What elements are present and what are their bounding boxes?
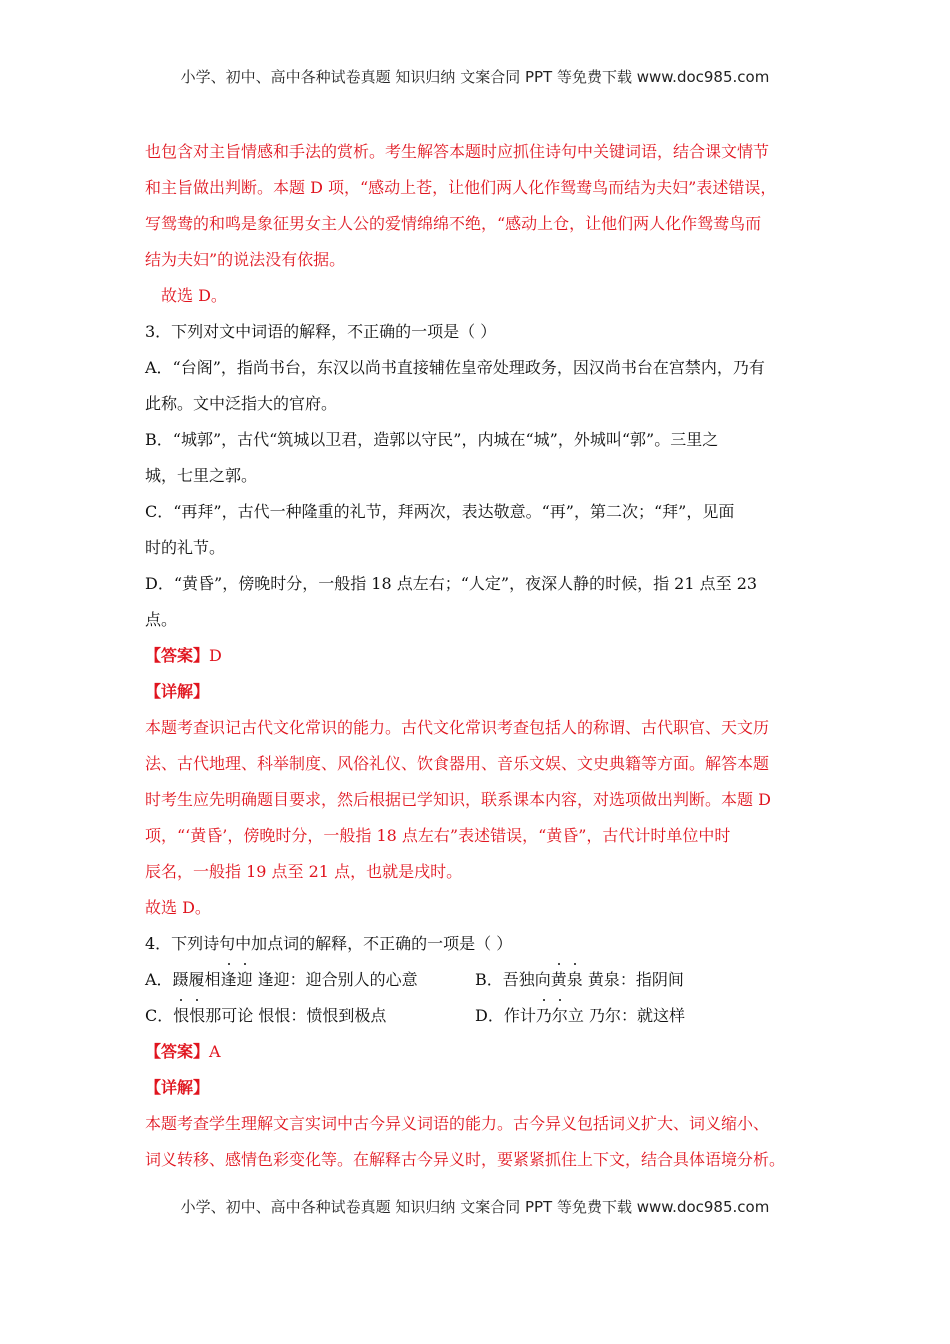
options-row-cd bbox=[145, 998, 810, 1034]
explanation-line: 结为夫妇”的说法没有依据。 bbox=[145, 250, 346, 269]
emphasis-dotted-char: 乃 bbox=[536, 998, 552, 1034]
option-a bbox=[145, 962, 475, 998]
explanation-label: 【详解】 bbox=[145, 1078, 210, 1097]
emphasis-dotted-char: 逢 bbox=[221, 962, 237, 998]
emphasis-dotted-char: 尔 bbox=[552, 998, 568, 1034]
page-footer-watermark: 小学、初中、高中各种试卷真题 知识归纳 文案合同 PPT 等免费下载 www.doc985.com bbox=[180, 1198, 770, 1216]
option-prefix: D．作计 bbox=[475, 1006, 536, 1025]
option-c-line: C．“再拜”，古代一种隆重的礼节，拜两次，表达敬意。“再”，第二次；“拜”，见面 bbox=[145, 502, 735, 521]
option-d-line: D．“黄昏”，傍晚时分，一般指 18 点左右；“人定”，夜深人静的时候，指 21 点至 23 bbox=[145, 574, 758, 593]
option-b-line: 城，七里之郭。 bbox=[145, 466, 258, 485]
conclusion-line: 故选 D。 bbox=[161, 286, 227, 305]
question-4 bbox=[145, 926, 810, 1178]
explanation-label-row bbox=[145, 1070, 810, 1106]
conclusion-line: 故选 D。 bbox=[145, 898, 211, 917]
explanation-line: 时考生应先明确题目要求，然后根据已学知识，联系课本内容，对选项做出判断。本题 D bbox=[145, 790, 771, 809]
emphasis-dotted-char: 泉 bbox=[567, 962, 583, 998]
option-gloss: 立 乃尔：就这样 bbox=[567, 1006, 685, 1025]
explanation-line: 法、古代地理、科举制度、风俗礼仪、饮食器用、音乐文娱、文史典籍等方面。解答本题 bbox=[145, 754, 770, 773]
emphasis-dotted-char: 黄 bbox=[551, 962, 567, 998]
option-a-line: 此称。文中泛指大的官府。 bbox=[145, 394, 338, 413]
option-prefix: C． bbox=[145, 1006, 174, 1025]
explanation-line: 本题考查学生理解文言实词中古今异义词语的能力。古今异义包括词义扩大、词义缩小、 bbox=[145, 1114, 770, 1133]
option-c-line: 时的礼节。 bbox=[145, 538, 226, 557]
explanation-label: 【详解】 bbox=[145, 682, 210, 701]
question-stem: 4．下列诗句中加点词的解释，不正确的一项是（ ） bbox=[145, 934, 513, 953]
option-d bbox=[475, 998, 805, 1034]
option-b bbox=[475, 962, 805, 998]
explanation-label-row bbox=[145, 674, 810, 710]
question-stem: 3．下列对文中词语的解释，不正确的一项是（ ） bbox=[145, 322, 497, 341]
explanation-line: 词义转移、感情色彩变化等。在解释古今异义时，要紧紧抓住上下文，结合具体语境分析。 bbox=[145, 1150, 786, 1169]
answer-value: D bbox=[209, 646, 222, 665]
explanation-line: 和主旨做出判断。本题 D 项，“感动上苍，让他们两人化作鸳鸯鸟而结为夫妇”表述错误， bbox=[145, 178, 777, 197]
explanation-line: 辰名，一般指 19 点至 21 点，也就是戌时。 bbox=[145, 862, 463, 881]
option-c bbox=[145, 998, 475, 1034]
option-gloss: 逢迎：迎合别人的心意 bbox=[252, 970, 418, 989]
option-a-line: A．“台阁”，指尚书台，东汉以尚书直接辅佐皇帝处理政务，因汉尚书台在宫禁内，乃有 bbox=[145, 358, 765, 377]
explanation-line: 也包含对主旨情感和手法的赏析。考生解答本题时应抓住诗句中关键词语，结合课文情节 bbox=[145, 142, 770, 161]
answer-row bbox=[145, 1034, 810, 1070]
option-b-line: B．“城郭”，古代“筑城以卫君，造郭以守民”，内城在“城”，外城叫“郭”。三里之 bbox=[145, 430, 719, 449]
option-prefix: B．吾独向 bbox=[475, 970, 551, 989]
answer-label: 【答案】 bbox=[145, 646, 210, 665]
explanation-line: 写鸳鸯的和鸣是象征男女主人公的爱情绵绵不绝，“感动上仓，让他们两人化作鸳鸯鸟而 bbox=[145, 214, 762, 233]
option-d-line: 点。 bbox=[145, 610, 178, 629]
question-3 bbox=[145, 314, 810, 926]
options-row-ab bbox=[145, 962, 810, 998]
emphasis-dotted-char: 恨 bbox=[173, 998, 189, 1034]
emphasis-dotted-char: 恨 bbox=[189, 998, 205, 1034]
q2-explanation-continued bbox=[145, 134, 810, 314]
answer-row bbox=[145, 638, 810, 674]
explanation-line: 项，“‘黄昏’，傍晚时分，一般指 18 点左右”表述错误，“黄昏”，古代计时单位中时 bbox=[145, 826, 731, 845]
answer-label: 【答案】 bbox=[145, 1042, 210, 1061]
document-body bbox=[145, 134, 810, 1178]
option-gloss: 那可论 恨恨：愤恨到极点 bbox=[205, 1006, 387, 1025]
option-gloss: 黄泉：指阴间 bbox=[582, 970, 684, 989]
explanation-line: 本题考查识记古代文化常识的能力。古代文化常识考查包括人的称谓、古代职官、天文历 bbox=[145, 718, 770, 737]
option-prefix: A．蹑履相 bbox=[145, 970, 221, 989]
emphasis-dotted-char: 迎 bbox=[237, 962, 253, 998]
page-header-watermark: 小学、初中、高中各种试卷真题 知识归纳 文案合同 PPT 等免费下载 www.doc985.com bbox=[180, 68, 770, 86]
answer-value: A bbox=[209, 1042, 221, 1061]
